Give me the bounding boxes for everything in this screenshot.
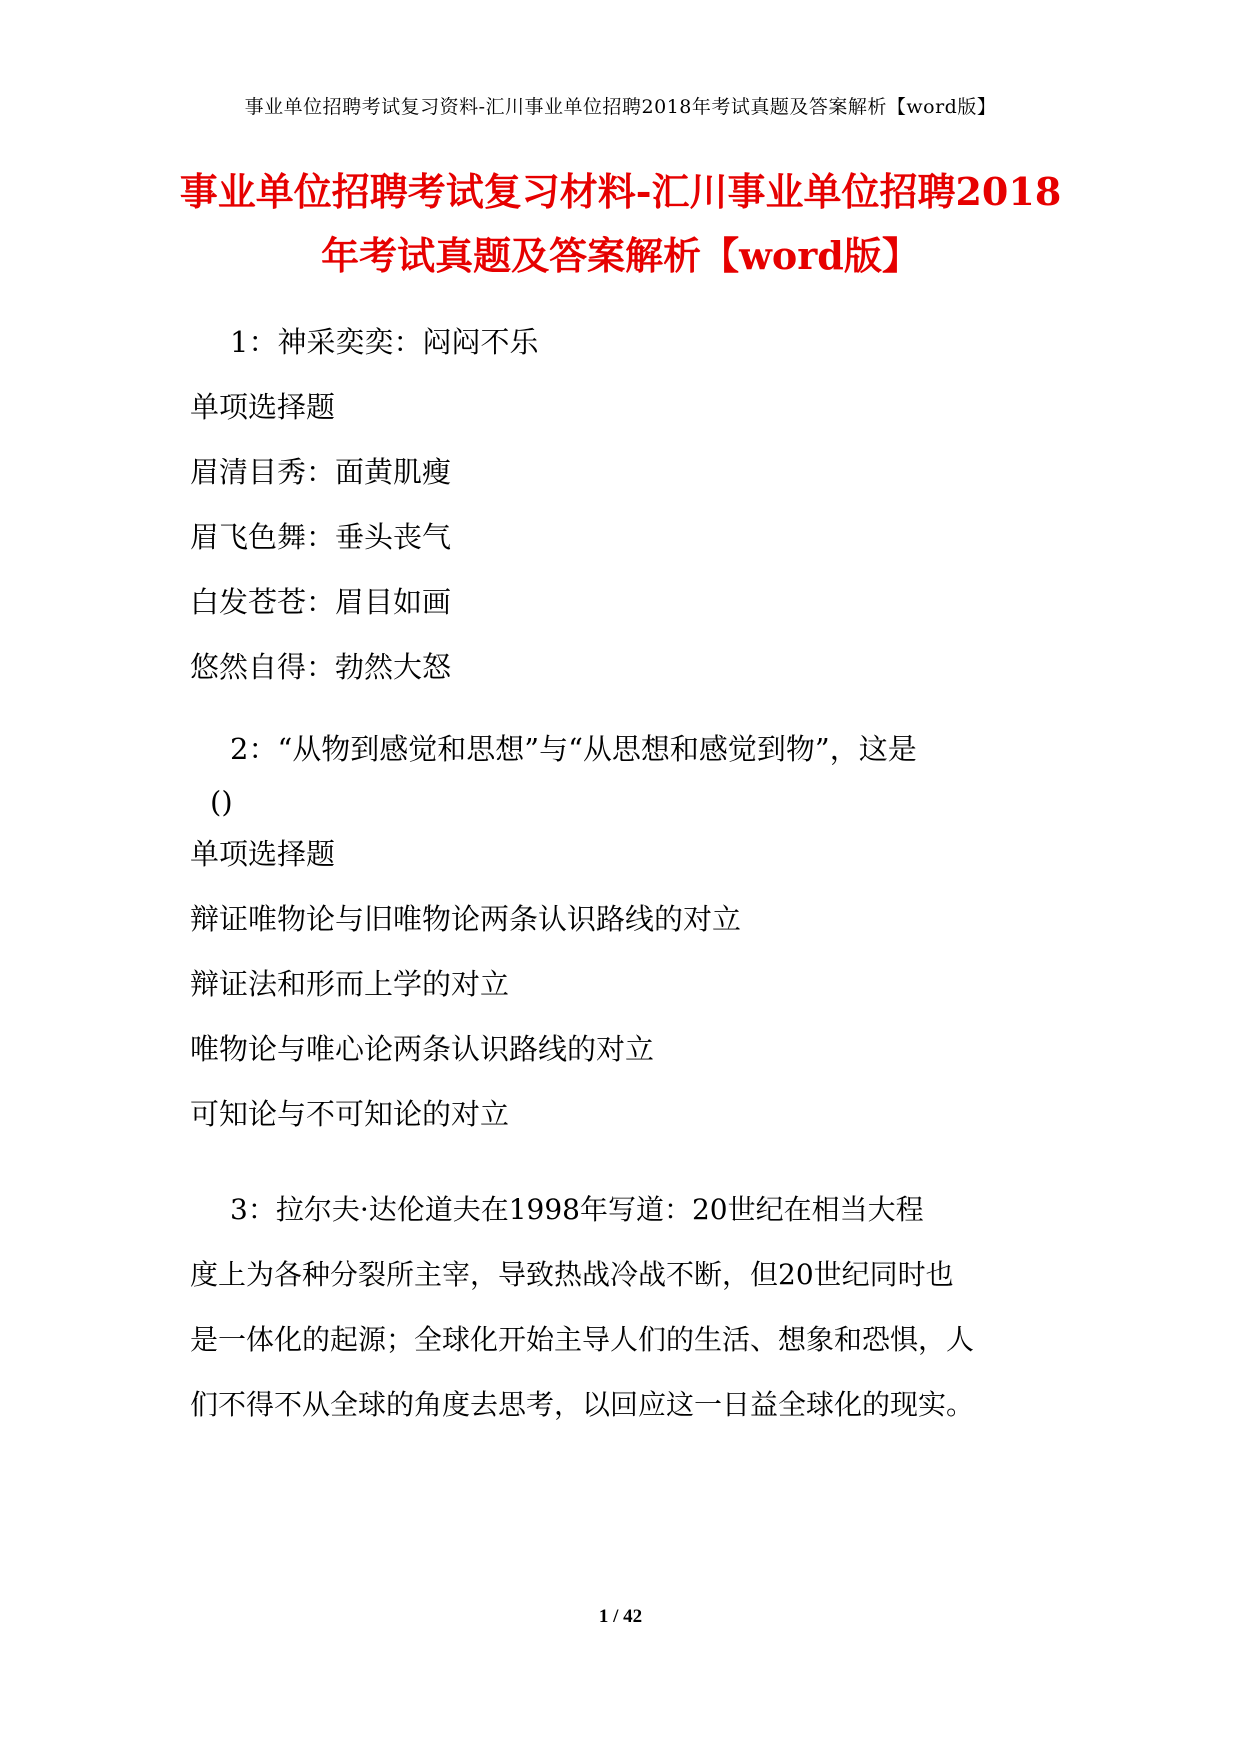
question-stem-line: 是一体化的起源；全球化开始主导人们的生活、想象和恐惧，人 [190,1323,975,1356]
question-3 [190,1177,1070,1437]
title-line-2: 年考试真题及答案解析【word版】 [321,233,920,278]
question-2 [190,717,1070,1147]
document-title [150,160,1091,288]
option: 唯物论与唯心论两条认识路线的对立 [190,1032,655,1066]
question-stem-line: 度上为各种分裂所主宰，导致热战冷战不断，但20世纪同时也 [190,1258,954,1291]
question-type: 单项选择题 [190,390,336,424]
option: 悠然自得：勃然大怒 [190,650,452,684]
question-1 [190,310,1070,700]
question-stem-line-1: 2：“从物到感觉和思想”与“从思想和感觉到物”，这是 [230,732,917,766]
question-stem-line: 们不得不从全球的角度去思考，以回应这一日益全球化的现实。 [190,1388,975,1421]
question-stem: 1：神采奕奕：闷闷不乐 [230,325,539,359]
option: 可知论与不可知论的对立 [190,1097,510,1131]
question-stem-line: 3：拉尔夫·达伦道夫在1998年写道：20世纪在相当大程 [230,1193,924,1226]
question-stem-line-2: () [210,785,233,819]
option: 辩证唯物论与旧唯物论两条认识路线的对立 [190,902,742,936]
question-type: 单项选择题 [190,837,336,871]
option: 辩证法和形而上学的对立 [190,967,510,1001]
page-number: 1 / 42 [598,1606,643,1627]
option: 白发苍苍：眉目如画 [190,585,452,619]
option: 眉飞色舞：垂头丧气 [190,520,452,554]
option: 眉清目秀：面黄肌瘦 [190,455,452,489]
running-header: 事业单位招聘考试复习资料-汇川事业单位招聘2018年考试真题及答案解析【word版】 [244,96,997,118]
title-line-1: 事业单位招聘考试复习材料-汇川事业单位招聘2018 [179,169,1062,214]
